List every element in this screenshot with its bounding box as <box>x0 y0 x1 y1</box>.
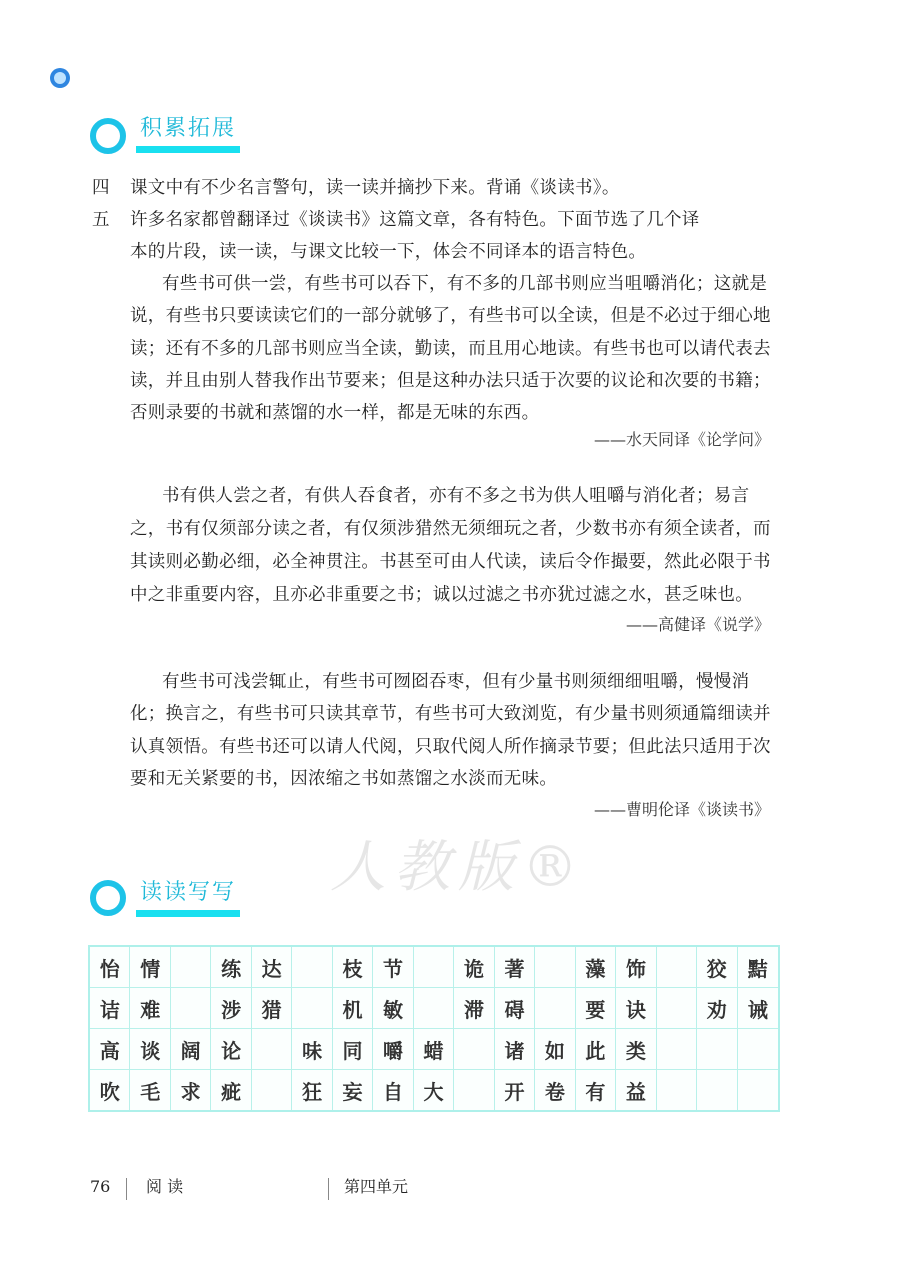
excerpt-line: 读；还有不多的几部书则应当全读，勤读，而且用心地读。有些书也可以请代表去 <box>130 339 771 359</box>
grid-row <box>90 1070 778 1110</box>
excerpt-line: 说，有些书只要读读它们的一部分就够了，有些书可以全读，但是不必过于细心地 <box>130 306 771 326</box>
grid-cell <box>454 1029 494 1070</box>
grid-cell: 诫 <box>738 988 778 1029</box>
grid-cell: 情 <box>130 947 170 988</box>
smiley-icon <box>50 68 70 88</box>
list-icon <box>90 880 126 916</box>
word-grid <box>88 945 780 1112</box>
item-text: 课文中有不少名言警句，读一读并摘抄下来。背诵《谈读书》。 <box>130 178 620 198</box>
grid-cell <box>171 947 211 988</box>
grid-cell: 蜡 <box>414 1029 454 1070</box>
grid-cell: 诘 <box>90 988 130 1029</box>
grid-cell: 狂 <box>292 1070 332 1110</box>
grid-cell: 味 <box>292 1029 332 1070</box>
grid-row <box>90 988 778 1029</box>
grid-cell <box>252 1070 292 1110</box>
grid-cell: 高 <box>90 1029 130 1070</box>
excerpt-line: 化；换言之，有些书可只读其章节，有些书可大致浏览，有少量书则须通篇细读并 <box>130 704 771 724</box>
excerpt-line: 书有供人尝之者，有供人吞食者，亦有不多之书为供人咀嚼与消化者；易言 <box>162 486 750 506</box>
excerpt-line: 中之非重要内容，且亦必非重要之书；诚以过滤之书亦犹过滤之水，甚乏味也。 <box>130 585 753 605</box>
item-number: 五 <box>92 210 110 230</box>
grid-cell: 难 <box>130 988 170 1029</box>
grid-cell: 怡 <box>90 947 130 988</box>
grid-cell: 谈 <box>130 1029 170 1070</box>
footer-section: 阅 读 <box>146 1177 184 1196</box>
grid-cell: 卷 <box>535 1070 575 1110</box>
grid-cell: 论 <box>211 1029 251 1070</box>
grid-cell: 同 <box>333 1029 373 1070</box>
grid-cell: 此 <box>576 1029 616 1070</box>
excerpt-line: 读，并且由别人替我作出节要来；但是这种办法只适于次要的议论和次要的书籍； <box>130 371 771 391</box>
grid-cell <box>657 988 697 1029</box>
grid-cell: 达 <box>252 947 292 988</box>
grid-cell <box>697 1029 737 1070</box>
grid-cell: 阔 <box>171 1029 211 1070</box>
grid-cell: 吹 <box>90 1070 130 1110</box>
excerpt-line: 认真领悟。有些书还可以请人代阅，只取代阅人所作摘录节要；但此法只适用于次 <box>130 737 771 757</box>
grid-cell: 类 <box>616 1029 656 1070</box>
excerpt-line: 要和无关紧要的书，因浓缩之书如蒸馏之水淡而无味。 <box>130 769 558 789</box>
grid-cell: 诀 <box>616 988 656 1029</box>
grid-cell: 涉 <box>211 988 251 1029</box>
grid-cell <box>657 1029 697 1070</box>
grid-cell: 枝 <box>333 947 373 988</box>
grid-cell: 敏 <box>373 988 413 1029</box>
grid-cell: 有 <box>576 1070 616 1110</box>
grid-cell <box>657 1070 697 1110</box>
grid-row <box>90 947 778 988</box>
grid-cell: 饰 <box>616 947 656 988</box>
refresh-arrow-icon <box>90 118 126 154</box>
grid-cell <box>657 947 697 988</box>
section-title-accumulate: 积累拓展 <box>140 116 237 141</box>
grid-cell <box>454 1070 494 1110</box>
grid-cell: 机 <box>333 988 373 1029</box>
item-number: 四 <box>92 178 110 198</box>
grid-cell: 毛 <box>130 1070 170 1110</box>
publisher-watermark: 人教版® <box>330 835 586 900</box>
grid-cell <box>414 988 454 1029</box>
grid-cell <box>738 1070 778 1110</box>
footer-unit: 第四单元 <box>344 1177 409 1196</box>
item-text: 许多名家都曾翻译过《谈读书》这篇文章，各有特色。下面节选了几个译 <box>130 210 700 230</box>
grid-cell <box>414 947 454 988</box>
section-title-read-write: 读读写写 <box>140 880 237 905</box>
grid-cell: 如 <box>535 1029 575 1070</box>
grid-cell: 开 <box>495 1070 535 1110</box>
translator-credit: ——曹明伦译《谈读书》 <box>593 800 770 819</box>
grid-cell: 嚼 <box>373 1029 413 1070</box>
grid-cell: 妄 <box>333 1070 373 1110</box>
grid-cell: 疵 <box>211 1070 251 1110</box>
grid-cell <box>292 947 332 988</box>
grid-cell <box>171 988 211 1029</box>
grid-cell <box>697 1070 737 1110</box>
translator-credit: ——高健译《说学》 <box>625 615 770 634</box>
grid-cell: 著 <box>495 947 535 988</box>
grid-cell: 求 <box>171 1070 211 1110</box>
grid-cell: 碍 <box>495 988 535 1029</box>
footer-divider <box>126 1178 127 1200</box>
excerpt-line: 之，书有仅须部分读之者，有仅须涉猎然无须细玩之者，少数书亦有须全读者，而 <box>130 519 771 539</box>
excerpt-line: 有些书可供一尝，有些书可以吞下，有不多的几部书则应当咀嚼消化；这就是 <box>162 274 768 294</box>
grid-cell: 自 <box>373 1070 413 1110</box>
grid-cell <box>252 1029 292 1070</box>
grid-cell: 藻 <box>576 947 616 988</box>
grid-cell: 狡 <box>697 947 737 988</box>
grid-cell: 诡 <box>454 947 494 988</box>
grid-cell <box>535 988 575 1029</box>
grid-cell <box>292 988 332 1029</box>
section-underline <box>136 910 240 917</box>
grid-cell: 劝 <box>697 988 737 1029</box>
grid-cell: 大 <box>414 1070 454 1110</box>
grid-cell <box>738 1029 778 1070</box>
grid-cell: 诸 <box>495 1029 535 1070</box>
grid-cell: 滞 <box>454 988 494 1029</box>
grid-cell: 节 <box>373 947 413 988</box>
grid-cell: 猎 <box>252 988 292 1029</box>
grid-row <box>90 1029 778 1070</box>
grid-cell: 要 <box>576 988 616 1029</box>
grid-cell: 黠 <box>738 947 778 988</box>
excerpt-line: 有些书可浅尝辄止，有些书可囫囵吞枣，但有少量书则须细细咀嚼，慢慢消 <box>162 672 750 692</box>
excerpt-line: 其读则必勤必细，必全神贯注。书甚至可由人代读，读后令作撮要，然此必限于书 <box>130 552 771 572</box>
section-underline <box>136 146 240 153</box>
translator-credit: ——水天同译《论学问》 <box>593 430 770 449</box>
grid-cell <box>535 947 575 988</box>
page-number: 76 <box>90 1177 111 1196</box>
footer-divider <box>328 1178 329 1200</box>
grid-cell: 益 <box>616 1070 656 1110</box>
grid-cell: 练 <box>211 947 251 988</box>
excerpt-line: 否则录要的书就和蒸馏的水一样，都是无味的东西。 <box>130 403 540 423</box>
item-text: 本的片段，读一读，与课文比较一下，体会不同译本的语言特色。 <box>130 242 647 262</box>
